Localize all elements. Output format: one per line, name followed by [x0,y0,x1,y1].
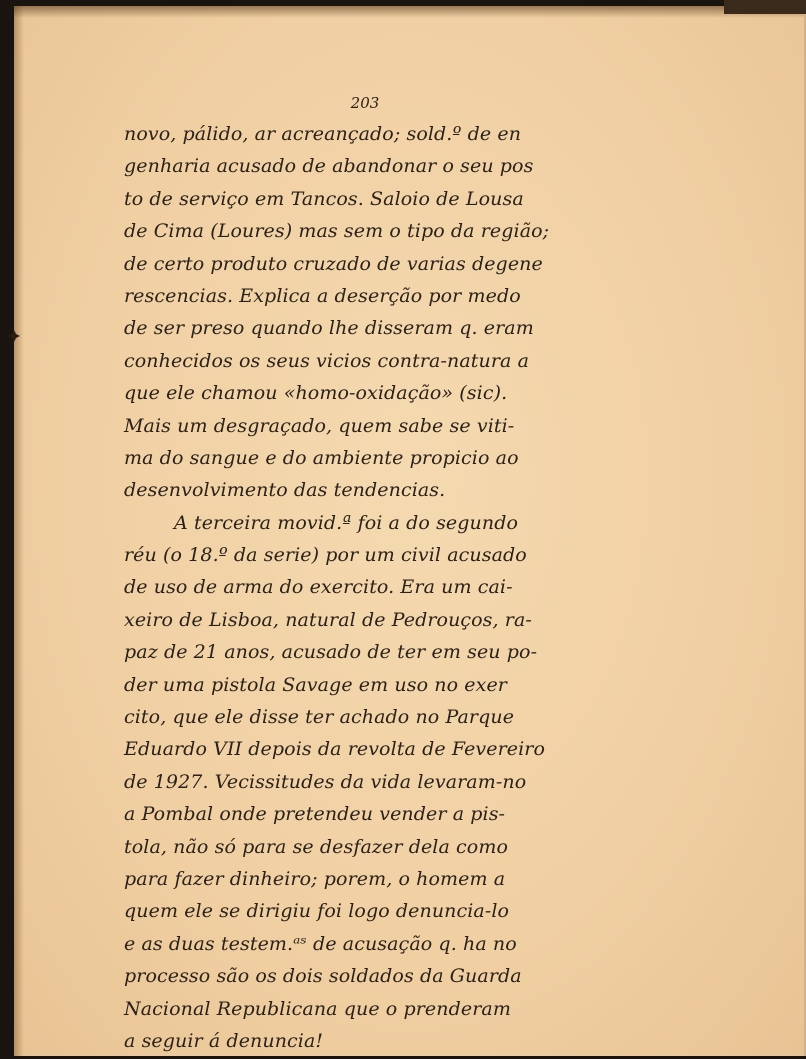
text-line: Mais um desgraçado, quem sabe se viti- [124,414,515,437]
text-line: paz de 21 anos, acusado de ter em seu po- [124,641,538,664]
text-line: a Pombal onde pretendeu vender a pis- [124,803,506,826]
text-line: rescencias. Explica a deserção por medo [124,284,521,307]
text-line: que ele chamou «homo-oxidação» (sic). [124,382,508,405]
text-line: para fazer dinheiro; porem, o homem a [124,867,506,890]
text-line: A terceira movid.ª foi a do segundo [174,511,518,534]
text-line: Nacional Republicana que o prenderam [124,997,511,1020]
text-line: de 1927. Vecissitudes da vida levaram-no [124,770,527,793]
text-line: conhecidos os seus vicios contra-natura a [124,349,530,372]
text-line: cito, que ele disse ter achado no Parque [124,706,515,729]
text-line: desenvolvimento das tendencias. [124,479,446,502]
text-line: de uso de arma do exercito. Era um cai- [124,576,513,599]
handwritten-text [124,118,594,1057]
text-line: e as duas testem.ᵃˢ de acusação q. ha no [124,932,517,955]
binding-hole-icon [8,330,20,342]
binding-shadow [14,6,24,1056]
text-line: a seguir á denuncia! [124,1029,324,1052]
text-line: tola, não só para se desfazer dela como [124,835,508,858]
text-line: der uma pistola Savage em uso no exer [124,673,507,696]
text-line: ma do sangue e do ambiente propicio ao [124,446,519,469]
page-number: 203 [350,94,380,112]
text-line: réu (o 18.º da serie) por um civil acusado [124,544,527,567]
text-line: novo, pálido, ar acreançado; sold.º de en [124,123,522,145]
text-line: Eduardo VII depois da revolta de Fevereiro [124,738,546,761]
text-line: to de serviço em Tancos. Saloio de Lousa [124,187,524,210]
corner-tab [724,0,806,14]
text-line: de certo produto cruzado de varias degene [124,252,543,275]
page-top-edge [14,6,804,18]
text-line: quem ele se dirigiu foi logo denuncia-lo [124,900,510,923]
text-line: xeiro de Lisboa, natural de Pedrouços, ra- [124,608,532,631]
text-line: de Cima (Loures) mas sem o tipo da região; [124,220,550,243]
text-line: genharia acusado de abandonar o seu pos [124,155,534,178]
text-line: processo são os dois soldados da Guarda [124,965,522,988]
text-line: de ser preso quando lhe disseram q. eram [124,317,534,340]
